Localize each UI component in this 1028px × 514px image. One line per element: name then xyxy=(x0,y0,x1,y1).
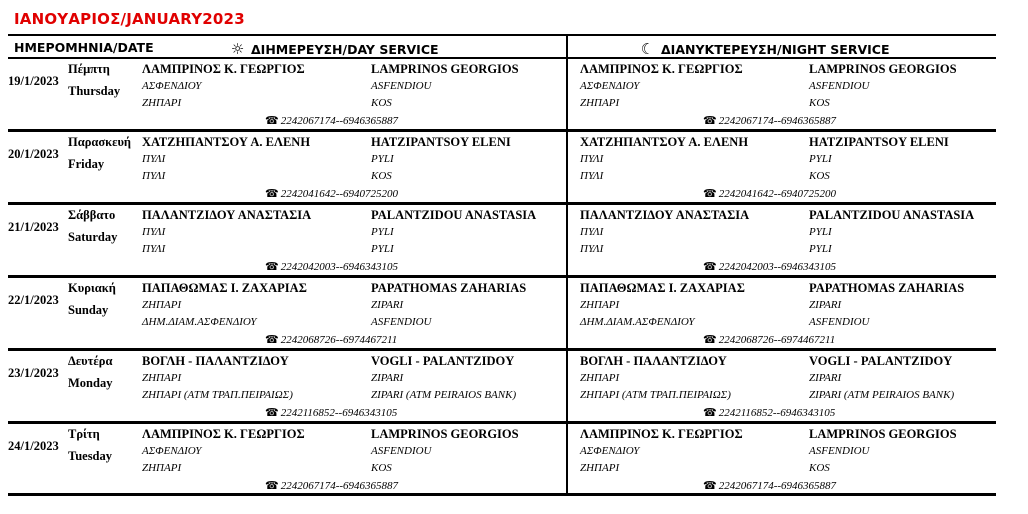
weekday-en: Sunday xyxy=(68,303,109,317)
table-row xyxy=(8,59,996,132)
phone-numbers xyxy=(703,479,836,492)
pharmacist-name-en: PALANTZIDOU ANASTASIA xyxy=(371,208,537,222)
area-gr: ΔΗΜ.ΔΙΑΜ.ΑΣΦΕΝΔΙΟΥ xyxy=(580,316,695,328)
phone-icon: ☎ xyxy=(703,188,717,200)
address-en: PYLI xyxy=(809,226,832,238)
table-row xyxy=(8,278,996,351)
pharmacist-name-en: LAMPRINOS GEORGIOS xyxy=(809,62,957,76)
address-gr: ΑΣΦΕΝΔΙΟΥ xyxy=(580,445,640,457)
night-service-pharmacy xyxy=(576,424,1006,494)
area-en: KOS xyxy=(371,462,392,474)
area-en: KOS xyxy=(809,170,830,182)
day-service-pharmacy xyxy=(138,278,568,348)
column-divider xyxy=(566,424,568,493)
area-en: PYLI xyxy=(809,243,832,255)
schedule-table xyxy=(8,59,996,496)
phone-numbers xyxy=(265,187,398,200)
column-divider xyxy=(566,132,568,202)
pharmacist-name-gr: ΒΟΓΛΗ - ΠΑΛΑΝΤΖΙΔΟΥ xyxy=(580,354,727,368)
pharmacist-name-gr: ΒΟΓΛΗ - ΠΑΛΑΝΤΖΙΔΟΥ xyxy=(142,354,289,368)
address-en: ZIPARI xyxy=(809,299,842,311)
phone-icon: ☎ xyxy=(703,115,717,127)
address-en: ASFENDIOU xyxy=(371,445,432,457)
weekday-gr: Κυριακή xyxy=(68,281,116,295)
phone-numbers xyxy=(703,114,836,127)
area-gr: ΖΗΠΑΡΙ (ΑΤΜ ΤΡΑΠ.ΠΕΙΡΑΙΩΣ) xyxy=(580,389,731,401)
area-gr: ΔΗΜ.ΔΙΑΜ.ΑΣΦΕΝΔΙΟΥ xyxy=(142,316,257,328)
weekday-gr: Σάββατο xyxy=(68,208,116,222)
column-divider xyxy=(566,205,568,275)
pharmacist-name-gr: ΧΑΤΖΗΠΑΝΤΣΟΥ Α. ΕΛΕΝΗ xyxy=(142,135,311,149)
phone-numbers xyxy=(265,479,398,492)
address-en: PYLI xyxy=(371,153,394,165)
address-gr: ΠΥΛΙ xyxy=(580,226,604,238)
row-date: 23/1/2023 xyxy=(8,366,59,380)
pharmacist-name-en: LAMPRINOS GEORGIOS xyxy=(809,427,957,441)
moon-icon: ☾ xyxy=(640,40,655,58)
area-en: KOS xyxy=(809,97,830,109)
phone-icon: ☎ xyxy=(265,115,279,127)
night-service-label: ΔΙΑΝΥΚΤΕΡΕΥΣΗ/NIGHT SERVICE xyxy=(661,42,890,57)
phone-text: 2242067174--6946365887 xyxy=(280,480,399,492)
table-row xyxy=(8,351,996,424)
address-en: ASFENDIOU xyxy=(371,80,432,92)
column-divider xyxy=(566,278,568,348)
night-service-pharmacy xyxy=(576,132,1006,202)
phone-text: 2242067174--6946365887 xyxy=(280,115,399,127)
pharmacist-name-en: LAMPRINOS GEORGIOS xyxy=(371,427,519,441)
weekday-en: Tuesday xyxy=(68,449,113,463)
phone-numbers xyxy=(703,260,836,273)
phone-text: 2242042003--6946343105 xyxy=(718,261,837,273)
weekday-gr: Παρασκευή xyxy=(68,135,132,149)
weekday-en: Saturday xyxy=(68,230,118,244)
pharmacist-name-en: VOGLI - PALANTZIDOY xyxy=(809,354,953,368)
phone-text: 2242041642--6940725200 xyxy=(718,188,837,200)
phone-text: 2242116852--6946343105 xyxy=(280,407,398,419)
address-gr: ΖΗΠΑΡΙ xyxy=(580,372,620,384)
night-service-pharmacy xyxy=(576,59,1006,129)
night-service-pharmacy xyxy=(576,205,1006,275)
address-en: ZIPARI xyxy=(809,372,842,384)
area-en: ZIPARI (ATM PEIRAIOS BANK) xyxy=(809,389,955,401)
weekday-gr: Πέμπτη xyxy=(68,62,110,76)
area-gr: ΠΥΛΙ xyxy=(580,170,604,182)
row-date: 19/1/2023 xyxy=(8,74,59,88)
pharmacist-name-en: LAMPRINOS GEORGIOS xyxy=(371,62,519,76)
sun-icon: ☼ xyxy=(230,40,245,58)
address-en: PYLI xyxy=(809,153,832,165)
day-service-header xyxy=(230,40,439,58)
phone-icon: ☎ xyxy=(703,261,717,273)
day-service-pharmacy xyxy=(138,424,568,494)
pharmacist-name-gr: ΠΑΛΑΝΤΖΙΔΟΥ ΑΝΑΣΤΑΣΙΑ xyxy=(142,208,312,222)
phone-icon: ☎ xyxy=(265,188,279,200)
phone-icon: ☎ xyxy=(703,334,717,346)
phone-text: 2242042003--6946343105 xyxy=(280,261,399,273)
phone-text: 2242067174--6946365887 xyxy=(718,480,837,492)
column-divider xyxy=(566,59,568,129)
table-header xyxy=(8,34,996,59)
phone-icon: ☎ xyxy=(703,480,717,492)
pharmacist-name-gr: ΠΑΛΑΝΤΖΙΔΟΥ ΑΝΑΣΤΑΣΙΑ xyxy=(580,208,750,222)
pharmacist-name-gr: ΠΑΠΑΘΩΜΑΣ Ι. ΖΑΧΑΡΙΑΣ xyxy=(580,281,745,295)
address-gr: ΑΣΦΕΝΔΙΟΥ xyxy=(142,445,202,457)
phone-text: 2242067174--6946365887 xyxy=(718,115,837,127)
pharmacist-name-gr: ΧΑΤΖΗΠΑΝΤΣΟΥ Α. ΕΛΕΝΗ xyxy=(580,135,749,149)
address-en: ASFENDIOU xyxy=(809,445,870,457)
address-gr: ΖΗΠΑΡΙ xyxy=(142,299,182,311)
page-title: ΙΑΝΟΥΑΡΙΟΣ/JANUARY2023 xyxy=(14,10,245,28)
day-service-pharmacy xyxy=(138,351,568,421)
address-en: ZIPARI xyxy=(371,299,404,311)
area-en: ASFENDIOU xyxy=(809,316,870,328)
weekday-en: Friday xyxy=(68,157,105,171)
address-en: PYLI xyxy=(371,226,394,238)
pharmacist-name-gr: ΛΑΜΠΡΙΝΟΣ Κ. ΓΕΩΡΓΙΟΣ xyxy=(580,427,743,441)
address-en: ZIPARI xyxy=(371,372,404,384)
area-gr: ΠΥΛΙ xyxy=(142,170,166,182)
column-divider xyxy=(566,351,568,421)
phone-text: 2242068726--6974467211 xyxy=(718,334,836,346)
phone-numbers xyxy=(265,260,398,273)
address-gr: ΠΥΛΙ xyxy=(580,153,604,165)
area-en: KOS xyxy=(371,170,392,182)
phone-icon: ☎ xyxy=(265,480,279,492)
phone-text: 2242116852--6946343105 xyxy=(718,407,836,419)
table-row xyxy=(8,132,996,205)
table-row xyxy=(8,424,996,496)
address-gr: ΖΗΠΑΡΙ xyxy=(580,299,620,311)
weekday-gr: Τρίτη xyxy=(68,427,100,441)
weekday-en: Monday xyxy=(68,376,113,390)
pharmacist-name-gr: ΛΑΜΠΡΙΝΟΣ Κ. ΓΕΩΡΓΙΟΣ xyxy=(142,427,305,441)
phone-icon: ☎ xyxy=(703,407,717,419)
pharmacist-name-en: HATZIPANTSOY ELENI xyxy=(809,135,949,149)
pharmacist-name-en: PAPATHOMAS ZAHARIAS xyxy=(371,281,527,295)
address-en: ASFENDIOU xyxy=(809,80,870,92)
row-date: 24/1/2023 xyxy=(8,439,59,453)
phone-text: 2242068726--6974467211 xyxy=(280,334,398,346)
phone-numbers xyxy=(703,406,835,419)
address-gr: ΖΗΠΑΡΙ xyxy=(142,372,182,384)
phone-icon: ☎ xyxy=(265,334,279,346)
area-gr: ΖΗΠΑΡΙ xyxy=(580,462,620,474)
phone-numbers xyxy=(265,406,397,419)
row-date: 20/1/2023 xyxy=(8,147,59,161)
phone-numbers xyxy=(703,187,836,200)
area-en: KOS xyxy=(809,462,830,474)
area-gr: ΖΗΠΑΡΙ xyxy=(580,97,620,109)
phone-icon: ☎ xyxy=(265,261,279,273)
pharmacist-name-en: VOGLI - PALANTZIDOY xyxy=(371,354,515,368)
night-service-pharmacy xyxy=(576,351,1006,421)
date-column-header: ΗΜΕΡΟΜΗΝΙΑ/DATE xyxy=(14,40,154,55)
pharmacist-name-en: PALANTZIDOU ANASTASIA xyxy=(809,208,975,222)
phone-icon: ☎ xyxy=(265,407,279,419)
area-gr: ΖΗΠΑΡΙ (ΑΤΜ ΤΡΑΠ.ΠΕΙΡΑΙΩΣ) xyxy=(142,389,293,401)
address-gr: ΑΣΦΕΝΔΙΟΥ xyxy=(142,80,202,92)
table-row xyxy=(8,205,996,278)
area-gr: ΠΥΛΙ xyxy=(580,243,604,255)
day-service-pharmacy xyxy=(138,132,568,202)
pharmacist-name-en: PAPATHOMAS ZAHARIAS xyxy=(809,281,965,295)
pharmacist-name-gr: ΛΑΜΠΡΙΝΟΣ Κ. ΓΕΩΡΓΙΟΣ xyxy=(142,62,305,76)
area-en: ZIPARI (ATM PEIRAIOS BANK) xyxy=(371,389,517,401)
row-date: 22/1/2023 xyxy=(8,293,59,307)
header-divider xyxy=(566,34,568,59)
weekday-gr: Δευτέρα xyxy=(68,354,113,368)
phone-numbers xyxy=(703,333,835,346)
pharmacist-name-gr: ΛΑΜΠΡΙΝΟΣ Κ. ΓΕΩΡΓΙΟΣ xyxy=(580,62,743,76)
address-gr: ΠΥΛΙ xyxy=(142,226,166,238)
area-en: KOS xyxy=(371,97,392,109)
area-en: ASFENDIOU xyxy=(371,316,432,328)
pharmacist-name-en: HATZIPANTSOY ELENI xyxy=(371,135,511,149)
day-service-pharmacy xyxy=(138,205,568,275)
phone-numbers xyxy=(265,333,397,346)
area-gr: ΖΗΠΑΡΙ xyxy=(142,462,182,474)
address-gr: ΠΥΛΙ xyxy=(142,153,166,165)
area-en: PYLI xyxy=(371,243,394,255)
area-gr: ΠΥΛΙ xyxy=(142,243,166,255)
day-service-pharmacy xyxy=(138,59,568,129)
address-gr: ΑΣΦΕΝΔΙΟΥ xyxy=(580,80,640,92)
row-date: 21/1/2023 xyxy=(8,220,59,234)
phone-numbers xyxy=(265,114,398,127)
weekday-en: Thursday xyxy=(68,84,121,98)
area-gr: ΖΗΠΑΡΙ xyxy=(142,97,182,109)
pharmacist-name-gr: ΠΑΠΑΘΩΜΑΣ Ι. ΖΑΧΑΡΙΑΣ xyxy=(142,281,307,295)
night-service-pharmacy xyxy=(576,278,1006,348)
night-service-header xyxy=(640,40,890,58)
day-service-label: ΔΙΗΜΕΡΕΥΣΗ/DAY SERVICE xyxy=(251,42,439,57)
phone-text: 2242041642--6940725200 xyxy=(280,188,399,200)
